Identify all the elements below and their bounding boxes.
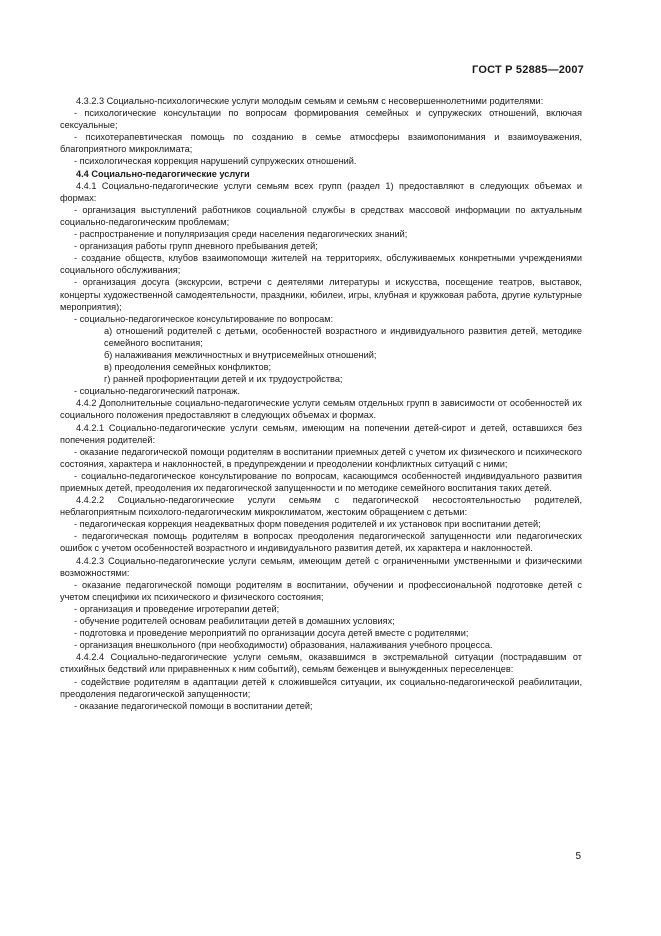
sub-list-item: а) отношений родителей с детьми, особенностей возрастного и индивидуального развития детей, методике семейного воспитания; (104, 325, 582, 348)
paragraph: 4.4.2.4 Социально-педагогические услуги семьям, оказавшимся в экстремальной ситуации (пострадавшим от стихийных бедствий или приравненных к ним событий), семьям беженцев и вынужденных переселенцев: (60, 652, 582, 675)
paragraph: 4.4.2.2 Социально-педагогические услуги семьям с педагогической несостоятельностью родителей, неблагоприятным психолого-педагогическим микроклиматом, жестоким обращением с детьми: (60, 495, 582, 518)
list-item: - организация работы групп дневного пребывания детей; (74, 241, 318, 252)
list-item: - педагогическая коррекция неадекватных форм поведения родителей и их установок при воспитании детей; (74, 519, 541, 530)
list-item: - социально-педагогический патронаж. (74, 386, 240, 397)
list-item: - организация выступлений работников социальной службы в средствах массовой информации по актуальным социально-педагогическим проблемам; (60, 204, 582, 227)
list-item: - социально-педагогическое консультирование по вопросам: (74, 313, 334, 324)
list-item: - оказание педагогической помощи родителям в воспитании, обучении и профессиональной подготовке детей с учетом специфики их психического и физического состояния; (60, 579, 582, 602)
document-body (60, 95, 582, 712)
list-item: - подготовка и проведение мероприятий по организации досуга детей вместе с родителями; (74, 628, 469, 639)
list-item: - социально-педагогическое консультирование по вопросам, касающимся особенностей индивидуального развития приемных детей, преодоления их педагогической запущенности и по методике семейного воспитания таких детей. (60, 470, 582, 493)
paragraph: 4.4.2 Дополнительные социально-педагогические услуги семьям отдельных групп в зависимости от особенностей их социального положения предоставляют в следующих объемах и формах. (60, 398, 582, 421)
list-item: - обучение родителей основам реабилитации детей в домашних условиях; (74, 616, 395, 627)
list-item: - психологическая коррекция нарушений супружеских отношений. (74, 156, 357, 167)
sub-list-item: в) преодоления семейных конфликтов; (104, 362, 272, 373)
paragraph: 4.4.1 Социально-педагогические услуги семьям всех групп (раздел 1) предоставляют в следующих объемах и формах: (60, 180, 582, 203)
list-item: - оказание педагогической помощи в воспитании детей; (74, 700, 313, 711)
list-item: - психотерапевтическая помощь по созданию в семье атмосферы взаимопонимания и взаимоуважения, благоприятного микроклимата; (60, 132, 582, 155)
paragraph: 4.4.2.3 Социально-педагогические услуги семьям, имеющим детей с ограниченными умственными и физическими возможностями: (60, 555, 582, 578)
section-heading: 4.4 Социально-педагогические услуги (76, 168, 250, 179)
page-number: 5 (575, 851, 581, 862)
sub-list-item: б) налаживания межличностных и внутрисемейных отношений; (104, 349, 377, 360)
list-item: - организация и проведение игротерапии детей; (74, 603, 280, 614)
list-item: - оказание педагогической помощи родителям в воспитании приемных детей с учетом их физического и психического состояния, характера и наклонностей, в предупреждении и преодолении конфликтных ситуаций с ними; (60, 446, 582, 469)
list-item: - организация внешкольного (при необходимости) образования, налаживания учебного процесса. (74, 640, 493, 651)
list-item: - педагогическая помощь родителям в вопросах преодоления педагогической запущенности или педагогических ошибок с учетом особенностей возрастного и индивидуального развития детей, их характера и наклонностей. (60, 531, 582, 554)
paragraph: 4.3.2.3 Социально-психологические услуги молодым семьям и семьям с несовершеннолетними родителями: (76, 96, 544, 106)
list-item: - распространение и популяризация среди населения педагогических знаний; (74, 229, 408, 240)
list-item: - организация досуга (экскурсии, встречи с деятелями литературы и искусства, посещение театров, выставок, концерты художественной самодеятельности, праздники, юбилеи, игры, клубная и кружковая работа, другие культурные мероприятия); (60, 277, 582, 312)
paragraph: 4.4.2.1 Социально-педагогические услуги семьям, имеющим на попечении детей-сирот и детей, оставшихся без попечения родителей: (60, 422, 582, 445)
document-code-header: ГОСТ Р 52885—2007 (472, 64, 584, 76)
sub-list-item: г) ранней профориентации детей и их трудоустройства; (104, 374, 343, 385)
list-item: - психологические консультации по вопросам формирования семейных и супружеских отношений, включая сексуальные; (60, 108, 582, 131)
list-item: - содействие родителям в адаптации детей к сложившейся ситуации, их социально-педагогической реабилитации, преодоления педагогической запущенности; (60, 676, 582, 699)
list-item: - создание обществ, клубов взаимопомощи жителей на территориях, обслуживаемых конкретными учреждениями социального обслуживания; (60, 253, 582, 276)
